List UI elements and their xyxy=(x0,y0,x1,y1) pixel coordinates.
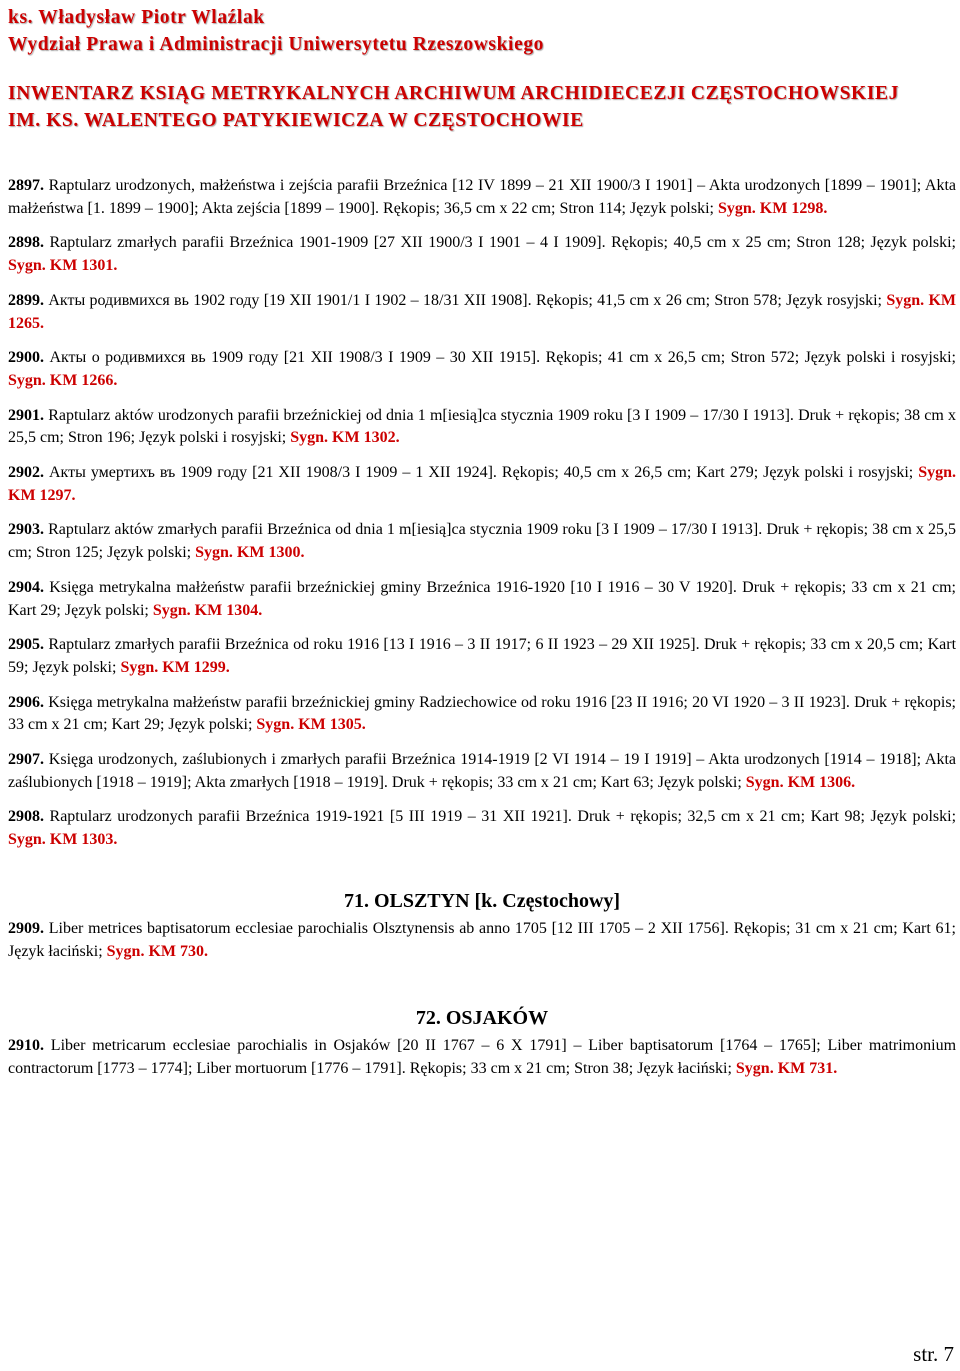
entry-description: Liber metricarum ecclesiae parochialis in Osjaków [20 II 1767 – 6 X 1791] – Liber baptisatorum [1764 – 1765]; Liber matrimonium contractorum [1773 – 1774]; Liber mortuorum [1776 – 1791]. Rękopis; 33 cm x 21 cm; Stron 38; Język łaciński; xyxy=(8,1037,957,1077)
entry-signature: Sygn. KM 1305. xyxy=(256,716,366,734)
entry-signature: Sygn. KM 1300. xyxy=(195,544,305,562)
entry-description: Księga urodzonych, zaślubionych i zmarłych parafii Brzeźnica 1914-1919 [2 VI 1914 – 19 I 1919] – Akta urodzonych [1914 – 1918]; Akta zaślubionych [1918 – 1919]; Akta zmarłych [1918 – 1919]. Druk + rękopis; 33 cm x 21 cm; Kart 63; Język polski; xyxy=(8,751,957,791)
entry-item xyxy=(8,290,956,335)
entry-description: Raptularz urodzonych parafii Brzeźnica 1919-1921 [5 III 1919 – 31 XII 1921]. Druk + rękopis; 32,5 cm x 21 cm; Kart 98; Język polski; xyxy=(49,808,957,826)
entry-description: Raptularz zmarłych parafii Brzeźnica 1901-1909 [27 XII 1900/3 I 1901 – 4 I 1909]. Rękopis; 40,5 cm x 25 cm; Stron 128; Język polski; xyxy=(49,234,957,252)
entry-description: Raptularz aktów urodzonych parafii brzeźnickiej od dnia 1 m[iesią]ca stycznia 1909 roku [3 I 1909 – 17/30 I 1913]. Druk + rękopis; 38 cm x 25,5 cm; Stron 196; Język polski i rosyjski; xyxy=(8,406,956,447)
entry-description: Księga metrykalna małżeństw parafii brzeźnickiej gminy Brzeźnica 1916-1920 [10 I 1916 – 30 V 1920]. Druk + rękopis; 33 cm x 21 cm; Kart 29; Język polski; xyxy=(8,578,957,619)
entry-number: 2898. xyxy=(8,234,44,252)
entry-number: 2903. xyxy=(8,521,44,539)
inventory-title-line1: INWENTARZ KSIĄG METRYKALNYCH ARCHIWUM ARCHIDIECEZJI CZĘSTOCHOWSKIEJ xyxy=(8,83,899,104)
entry-signature: Sygn. KM 1298. xyxy=(717,199,828,217)
entries-osjakow xyxy=(8,1035,956,1080)
entry-number: 2909. xyxy=(8,919,44,937)
entry-signature: Sygn. KM 1299. xyxy=(120,658,230,676)
entry-description: Raptularz zmarłych parafii Brzeźnica od roku 1916 [13 I 1916 – 3 II 1917; 6 II 1923 – 29 XII 1925]. Druk + rękopis; 33 cm x 20,5 cm; Kart 59; Język polski; xyxy=(8,636,957,676)
entry-signature: Sygn. KM 1303. xyxy=(8,831,118,849)
entry-number: 2904. xyxy=(8,578,44,596)
entry-item xyxy=(8,175,956,220)
entry-description: Акты умертихъ въ 1909 году [21 XII 1908/3 I 1909 – 1 XII 1924]. Rękopis; 40,5 cm x 26,5 cm; Kart 279; Język polski i rosyjski; xyxy=(49,464,914,482)
author-name: ks. Władysław Piotr Wlaźlak xyxy=(8,7,265,28)
entry-item xyxy=(8,347,956,392)
entry-signature: Sygn. KM 731. xyxy=(735,1059,838,1077)
entry-item xyxy=(8,405,956,450)
entry-signature: Sygn. KM 1265. xyxy=(8,291,957,332)
entry-item xyxy=(8,232,956,277)
entry-item xyxy=(8,462,956,507)
entries-olsztyn xyxy=(8,918,956,963)
entry-number: 2897. xyxy=(8,177,44,194)
entry-signature: Sygn. KM 1266. xyxy=(8,371,118,389)
entry-item xyxy=(8,749,956,794)
document-header xyxy=(8,4,954,134)
section-title-osjakow: 72. OSJAKÓW xyxy=(415,1007,549,1030)
entry-number: 2901. xyxy=(8,406,44,424)
entry-number: 2899. xyxy=(8,291,44,309)
entry-number: 2906. xyxy=(8,693,44,711)
entry-description: Raptularz urodzonych, małżeństwa i zejścia parafii Brzeźnica [12 IV 1899 – 21 XII 1900/3 I 1901] – Akta urodzonych [1899 – 1901]; Akta małżeństwa [1. 1899 – 1900]; Akta zejścia [1899 – 1900]. Rękopis; 36,5 cm x 22 cm; Stron 114; Język polski; xyxy=(8,177,957,217)
entry-signature: Sygn. KM 1297. xyxy=(8,464,957,504)
entry-description: Księga metrykalna małżeństw parafii brzeźnickiej gminy Radziechowice od roku 1916 [23 II 1916; 20 VI 1920 – 3 II 1923]. Druk + rękopis; 33 cm x 21 cm; Kart 29; Język polski; xyxy=(8,693,957,734)
entry-item xyxy=(8,692,956,737)
entry-number: 2900. xyxy=(8,349,44,367)
entry-number: 2907. xyxy=(8,751,44,769)
entries-brzeznica xyxy=(8,175,956,852)
entry-item xyxy=(8,1035,956,1080)
entry-signature: Sygn. KM 1306. xyxy=(745,773,856,791)
page-number: str. 7 xyxy=(913,1342,954,1366)
entry-item xyxy=(8,519,956,564)
entry-item xyxy=(8,577,956,622)
entry-list xyxy=(8,175,956,1093)
entry-number: 2908. xyxy=(8,808,44,826)
entry-description: Акты о родивмихся вь 1909 году [21 XII 1908/3 I 1909 – 30 XII 1915]. Rękopis; 41 cm x 26,5 cm; Stron 572; Język polski i rosyjski; xyxy=(49,349,956,367)
entry-number: 2902. xyxy=(8,464,44,482)
entry-item xyxy=(8,918,956,963)
faculty-name: Wydział Prawa i Administracji Uniwersytetu Rzeszowskiego xyxy=(8,34,545,55)
entry-number: 2905. xyxy=(8,636,44,654)
entry-number: 2910. xyxy=(8,1037,44,1055)
entry-description: Liber metrices baptisatorum ecclesiae parochialis Olsztynensis ab anno 1705 [12 III 1705 – 2 XII 1756]. Rękopis; 31 cm x 21 cm; Kart 61; Język łaciński; xyxy=(8,919,957,960)
entry-signature: Sygn. KM 1304. xyxy=(152,601,263,619)
entry-description: Акты родивмихся вь 1902 году [19 XII 1901/1 I 1902 – 18/31 XII 1908]. Rękopis; 41,5 cm x 26 cm; Stron 578; Język rosyjski; xyxy=(48,291,883,309)
entry-item xyxy=(8,634,956,679)
entry-signature: Sygn. KM 1302. xyxy=(290,429,400,447)
section-title-olsztyn: 71. OLSZTYN [k. Częstochowy] xyxy=(343,889,621,912)
entry-description: Raptularz aktów zmarłych parafii Brzeźnica od dnia 1 m[iesią]ca stycznia 1909 roku [3 I 1909 – 17/30 I 1913]. Druk + rękopis; 38 cm x 25,5 cm; Stron 125; Język polski; xyxy=(8,521,957,562)
entry-item xyxy=(8,806,956,851)
entry-signature: Sygn. KM 730. xyxy=(106,942,208,960)
inventory-title-line2: IM. KS. WALENTEGO PATYKIEWICZA W CZĘSTOCHOWIE xyxy=(8,110,584,131)
entry-signature: Sygn. KM 1301. xyxy=(8,257,118,275)
